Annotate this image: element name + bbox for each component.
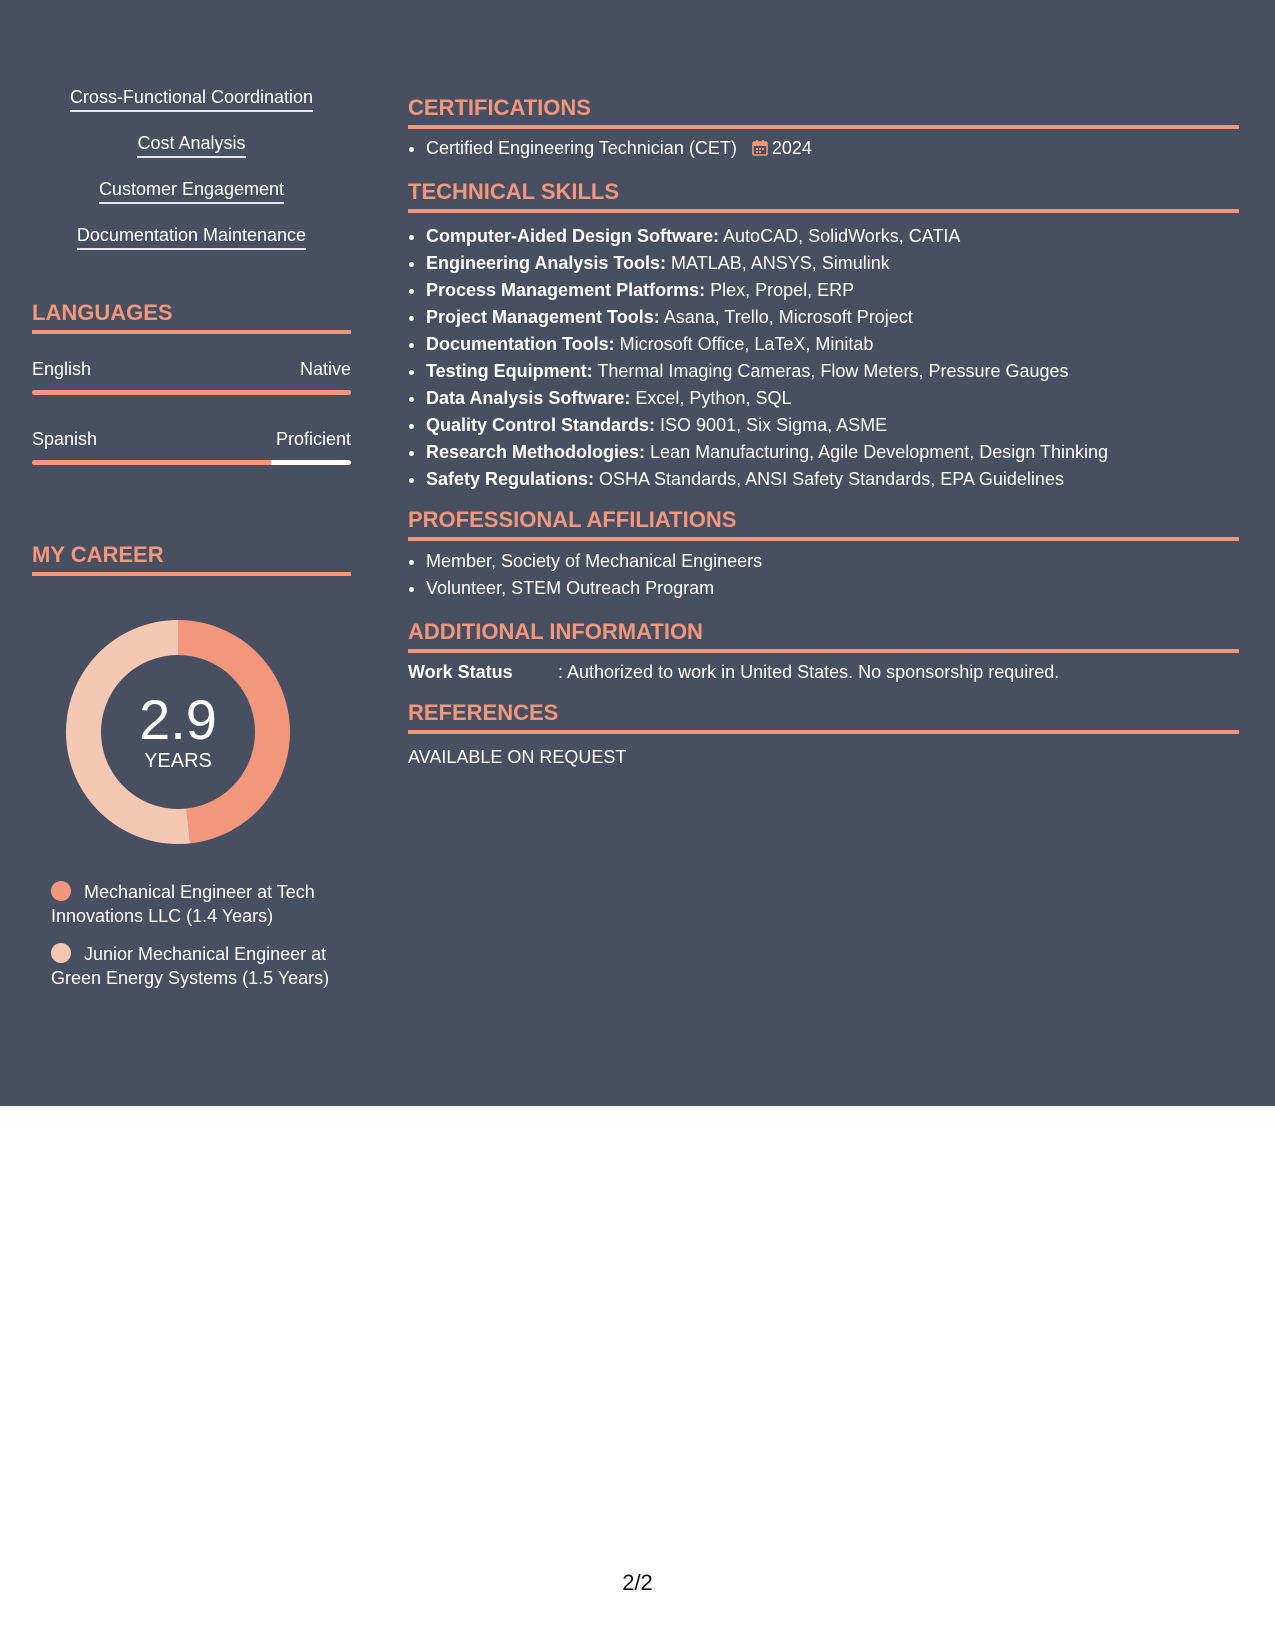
language-proficiency-bar xyxy=(32,460,351,465)
technical-skill-item xyxy=(426,223,1239,250)
career-total-unit: YEARS xyxy=(144,750,212,772)
technical-skill-label: Computer-Aided Design Software: xyxy=(426,226,720,246)
career-legend-item xyxy=(51,880,341,928)
language-item-spanish xyxy=(32,428,351,465)
technical-skills-heading: TECHNICAL SKILLS xyxy=(408,179,1239,213)
legend-dot-icon xyxy=(51,943,71,963)
language-proficiency-bar xyxy=(32,390,351,395)
career-donut-chart xyxy=(66,620,290,844)
career-legend-item xyxy=(51,942,341,990)
technical-skill-item xyxy=(426,439,1239,466)
work-status-value: : Authorized to work in United States. No sponsorship required. xyxy=(558,662,1060,682)
additional-info-heading: ADDITIONAL INFORMATION xyxy=(408,619,1239,653)
technical-skill-value: MATLAB, ANSYS, Simulink xyxy=(666,253,890,273)
career-total-value: 2.9 xyxy=(139,688,217,751)
technical-skill-label: Testing Equipment: xyxy=(426,361,593,381)
sidebar xyxy=(32,0,351,1106)
language-proficiency-fill xyxy=(32,390,351,395)
language-name: English xyxy=(32,359,92,379)
technical-skill-item xyxy=(426,304,1239,331)
legend-dot-icon xyxy=(51,881,71,901)
technical-skills-section xyxy=(408,179,1239,493)
language-level: Native xyxy=(299,359,351,379)
affiliation-item: • Volunteer, STEM Outreach Program xyxy=(426,575,1239,602)
career-entry-label: Junior Mechanical Engineer at Green Energy Systems (1.5 Years) xyxy=(51,944,330,988)
technical-skill-item xyxy=(426,385,1239,412)
technical-skill-label: Research Methodologies: xyxy=(426,442,646,462)
language-level: Proficient xyxy=(275,429,351,449)
technical-skill-item xyxy=(426,331,1239,358)
references-text: AVAILABLE ON REQUEST xyxy=(408,747,627,767)
certification-year: 2024 xyxy=(771,138,812,158)
skill-tags xyxy=(32,86,351,270)
technical-skill-value: AutoCAD, SolidWorks, CATIA xyxy=(719,226,961,246)
affiliations-heading: PROFESSIONAL AFFILIATIONS xyxy=(408,507,1239,541)
language-name: Spanish xyxy=(32,429,98,449)
technical-skill-value: Excel, Python, SQL xyxy=(630,388,792,408)
certification-name: Certified Engineering Technician (CET) xyxy=(426,138,737,158)
career-entry-label: Mechanical Engineer at Tech Innovations LLC (1.4 Years) xyxy=(51,882,315,926)
technical-skill-item xyxy=(426,250,1239,277)
references-heading: REFERENCES xyxy=(408,700,1239,734)
language-item-english xyxy=(32,358,351,395)
work-status-label: Work Status xyxy=(408,662,513,682)
technical-skill-label: Data Analysis Software: xyxy=(426,388,631,408)
technical-skill-value: Lean Manufacturing, Agile Development, Design Thinking xyxy=(645,442,1108,462)
technical-skill-label: Project Management Tools: xyxy=(426,307,660,327)
skill-tag: Cross-Functional Coordination xyxy=(70,86,313,112)
technical-skill-item xyxy=(426,358,1239,385)
languages-heading: LANGUAGES xyxy=(32,300,351,334)
calendar-icon xyxy=(752,137,768,164)
certifications-heading: CERTIFICATIONS xyxy=(408,95,1239,129)
technical-skill-value: Thermal Imaging Cameras, Flow Meters, Pressure Gauges xyxy=(592,361,1069,381)
skill-tag: Customer Engagement xyxy=(99,178,284,204)
certifications-section xyxy=(408,95,1239,164)
certification-item xyxy=(426,135,1239,164)
technical-skill-value: ISO 9001, Six Sigma, ASME xyxy=(655,415,888,435)
technical-skill-value: OSHA Standards, ANSI Safety Standards, EPA Guidelines xyxy=(594,469,1064,489)
technical-skill-label: Engineering Analysis Tools: xyxy=(426,253,667,273)
technical-skill-label: Documentation Tools: xyxy=(426,334,615,354)
technical-skill-value: Plex, Propel, ERP xyxy=(705,280,855,300)
affiliations-section xyxy=(408,507,1239,602)
references-section xyxy=(408,700,1239,768)
page-number: 2/2 xyxy=(622,1570,653,1595)
technical-skill-value: Microsoft Office, LaTeX, Minitab xyxy=(614,334,874,354)
technical-skill-label: Safety Regulations: xyxy=(426,469,595,489)
technical-skill-item xyxy=(426,277,1239,304)
language-proficiency-fill xyxy=(32,460,271,465)
additional-info-section xyxy=(408,619,1239,683)
affiliation-item: • Member, Society of Mechanical Engineers xyxy=(426,548,1239,575)
career-heading: MY CAREER xyxy=(32,542,351,576)
technical-skill-label: Quality Control Standards: xyxy=(426,415,656,435)
technical-skill-item xyxy=(426,466,1239,493)
skill-tag: Cost Analysis xyxy=(137,132,245,158)
technical-skill-label: Process Management Platforms: xyxy=(426,280,706,300)
skill-tag: Documentation Maintenance xyxy=(77,224,306,250)
technical-skill-item xyxy=(426,412,1239,439)
technical-skill-value: Asana, Trello, Microsoft Project xyxy=(659,307,913,327)
career-legend xyxy=(51,880,341,1004)
